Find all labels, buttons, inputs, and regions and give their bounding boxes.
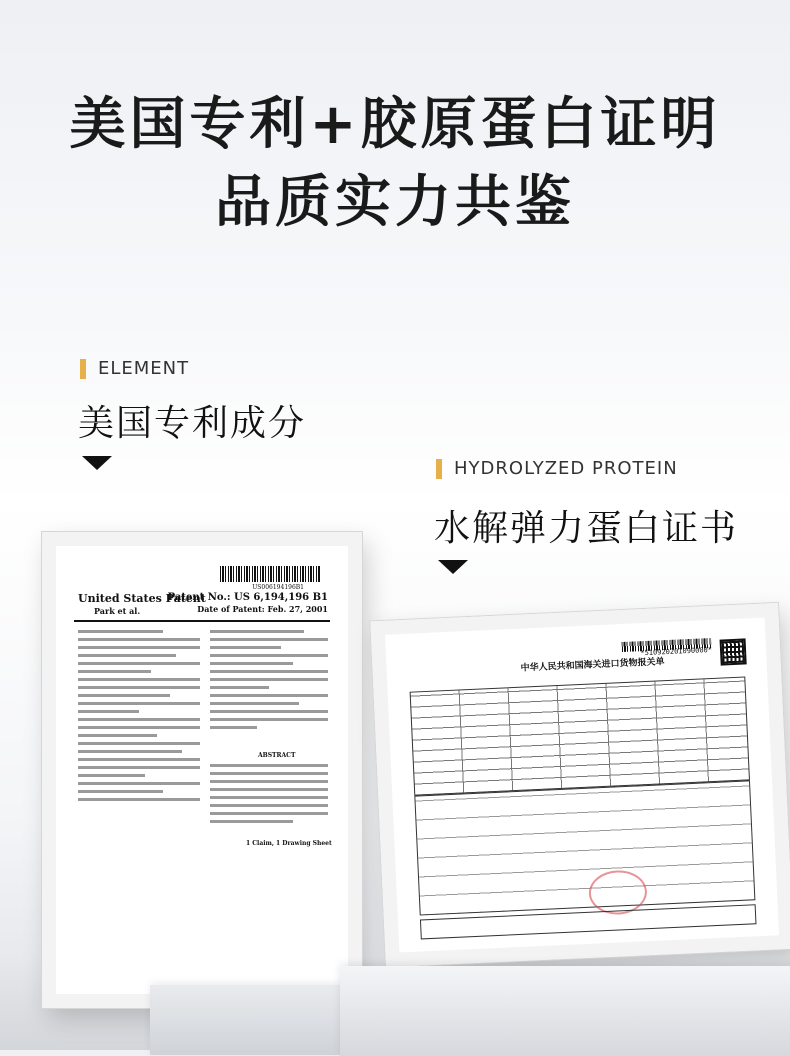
customs-code: *510920201090000*	[640, 645, 713, 658]
customs-document	[400, 632, 765, 938]
patent-author: Park et al.	[94, 606, 141, 616]
abstract-heading: ABSTRACT	[258, 752, 296, 759]
divider	[74, 620, 330, 622]
triangle-down-icon	[438, 560, 468, 574]
abstract-text	[210, 764, 328, 828]
customs-certificate-frame	[370, 603, 790, 967]
hydrolyzed-protein-label: HYDROLYZED PROTEIN	[454, 458, 678, 479]
hydrolyzed-protein-tag	[436, 458, 678, 479]
patent-code: US006194196B1	[252, 584, 304, 591]
qr-code-icon	[720, 638, 747, 665]
patent-ingredient-title: 美国专利成分	[78, 403, 307, 444]
element-tag	[80, 358, 189, 379]
customs-title: 中华人民共和国海关进口货物报关单	[520, 657, 665, 674]
patent-certificate-frame	[42, 532, 362, 1008]
patent-right-column	[210, 630, 328, 734]
accent-bar-icon	[80, 359, 86, 379]
patent-left-column	[78, 630, 200, 806]
barcode-icon	[220, 566, 320, 582]
customs-goods-table	[414, 780, 755, 915]
triangle-down-icon	[82, 456, 112, 470]
patent-number: Patent No.: US 6,194,196 B1	[167, 592, 328, 603]
claims-text: 1 Claim, 1 Drawing Sheet	[246, 840, 332, 847]
certificate-title: 水解弹力蛋白证书	[434, 508, 739, 549]
patent-date: Date of Patent: Feb. 27, 2001	[197, 604, 328, 614]
pedestal-right	[340, 966, 790, 1056]
headline-line-2: 品质实力共鉴	[215, 170, 575, 235]
headline-line-1: 美国专利+胶原蛋白证明	[69, 92, 721, 157]
accent-bar-icon	[436, 459, 442, 479]
element-tag-label: ELEMENT	[98, 358, 190, 379]
patent-title: United States Patent	[78, 592, 206, 605]
customs-header-table	[410, 676, 750, 795]
patent-document	[70, 560, 334, 980]
